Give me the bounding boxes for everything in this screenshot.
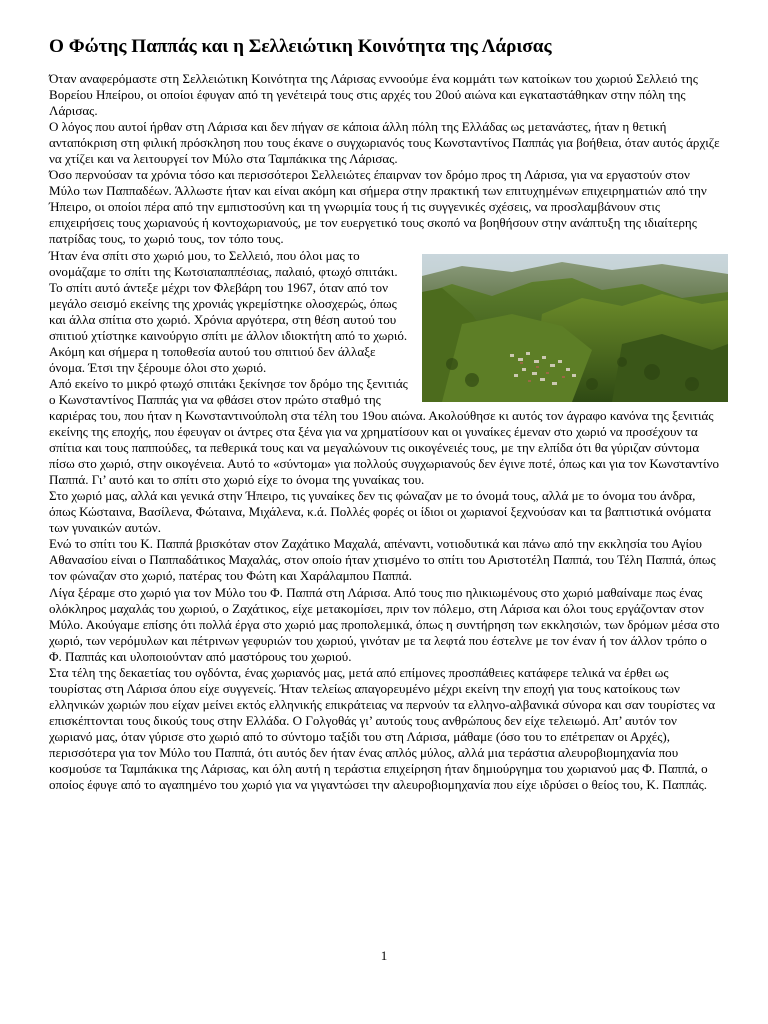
page-number: 1	[380, 948, 388, 963]
village-landscape-photo	[422, 254, 728, 402]
paragraph: Από εκείνο το μικρό φτωχό σπιτάκι ξεκίνησε τον δρόμο της ξενιτιάς ο Κωνσταντίνος Παππάς για να φθάσει στον πρώτο σταθμό της καριέρας του, που ήταν η Κωνσταντινούπολη στα τέλη του 19ου αιώνα. Ακολούθησε κι αυτός τον άγραφο κανόνα της ξενιτιάς εκείνης της εποχής, που έφευγαν οι άντρες στα ξένα για να χρηματίσουν και οι γυναίκες έμεναν στο χωριό να προσέχουν τα σπίτια και τους παππούδες, τα πεθερικά τους και να μεγαλώνουν τις οικογένειές τους, με την ελπίδα ότι θα γύριζαν σύντομα πίσω στο χωριό, στην οικογένεια. Αυτό το «σύντομα» για πολλούς συγχωριανούς δεν έγινε ποτέ, όπως και για τον Κωνσταντίνο Παππά. Γι’ αυτό και το σπίτι στο χωριό είχε το όνομα της γυναίκας του.	[49, 375, 720, 488]
paragraph: Στο χωριό μας, αλλά και γενικά στην Ήπειρο, τις γυναίκες δεν τις φώναζαν με το όνομά τους, αλλά με το όνομα του άνδρα, όπως Κώσταινα, Βασίλενα, Φώταινα, Μιχάλενα, κ.ά. Πολλές φορές οι ίδιοι οι χωριανοί ξεχνούσαν και τα βαπτιστικά ονόματα των γυναικών αυτών.	[49, 488, 711, 536]
document-body	[49, 71, 721, 793]
paragraph: Στα τέλη της δεκαετίας του ογδόντα, ένας χωριανός μας, μετά από επίμονες προσπάθειες κατάφερε τελικά να έρθει ως τουρίστας στη Λάρισα όπου είχε συγγενείς. Ήταν τελείως απαγορευμένο μέχρι εκείνη την εποχή για τους κατοίκους των ελληνικών χωριών που είχαν μείνει εκτός ελληνικής επικράτειας να περνούν τα ελληνο-αλβανικά σύνορα και σαν τουρίστες να επισκέπτονται τους δικούς τους στην Ελλάδα. Ο Γολγοθάς γι’ αυτούς τους ανθρώπους δεν είχε τελειωμό. Απ’ αυτόν τον χωριανό μας, όταν γύρισε στο χωριό από το σύντομο ταξίδι του στη Λάρισα, μάθαμε (όσο του το επέτρεπαν οι Αρχές), περισσότερα για τον Μύλο του Παππά, ότι αυτός δεν ήταν ένας απλός μύλος, αλλά μια τεράστια αλευροβιομηχανία που κοσμούσε τα Ταμπάκικα της Λάρισας, και όλη αυτή η τεράστια επιχείρηση ήταν δημιούργημα του χωριανού μας Φ. Παππά, ο οποίος έφυγε από το αγαπημένο του χωριό για να γιγαντώσει την αλευροβιομηχανία που είχε ιδρύσει ο θείος του, Κ. Παππάς.	[49, 664, 716, 793]
paragraph: Ενώ το σπίτι του Κ. Παππά βρισκόταν στον Ζαχάτικο Μαχαλά, απέναντι, νοτιοδυτικά και πάνω από την εκκλησία του Αγίου Αθανασίου είναι ο Παππαδάτικος Μαχαλάς, στον οποίο ήταν χτισμένο το σπίτι του Αριστοτέλη Παππά, του Τέλη Παππά, όπως τον φώναζαν στο χωριό, πατέρας του Φώτη και Χαράλαμπου Παππά.	[49, 536, 716, 584]
paragraph: Ο λόγος που αυτοί ήρθαν στη Λάρισα και δεν πήγαν σε κάποια άλλη πόλη της Ελλάδας ως μετανάστες, ήταν η θετική ανταπόκριση στη φιλική πρόσκληση που τους έκανε ο συγχωριανός τους Κωνσταντίνος Παππάς για βοήθεια, όταν αυτός άρχιζε να χτίζει και να λειτουργεί τον Μύλο στα Ταμπάκικα της Λάρισας.	[49, 119, 720, 167]
paragraph: Λίγα ξέραμε στο χωριό για τον Μύλο του Φ. Παππά στη Λάρισα. Από τους πιο ηλικιωμένους στο χωριό μαθαίναμε πως ένας ολόκληρος μαχαλάς του χωριού, ο Ζαχάτικος, είχε μετακομίσει, πριν τον πόλεμο, στη Λάρισα και όλοι τους εργάζονταν στον Μύλο. Ακούγαμε επίσης ότι πολλά έργα στο χωριό μας προπολεμικά, όπως η συντήρηση των εκκλησιών, των δρόμων μέσα στο χωριό, των νερόμυλων και πέτρινων γεφυριών του χωριού, γινόταν με τα λεφτά που έστελνε με τον έναν ή τον άλλον τρόπο ο Φ. Παππάς και υλοποιούνταν από μαστόρους του χωριού.	[49, 584, 720, 664]
paragraph: Όσο περνούσαν τα χρόνια τόσο και περισσότεροι Σελλειώτες έπαιρναν τον δρόμο προς τη Λάρισα, για να εργαστούν στον Μύλο των Παππαδέων. Άλλωστε ήταν και είναι ακόμη και σήμερα στην πρακτική των επιτυχημένων επιχειρηματιών από την Ήπειρο, οι οποίοι πέρα από την εμπιστοσύνη και τη γνωριμία τους ή τις συγγενικές σχέσεις, να προσλαμβάνουν στις επιχειρήσεις τους χωριανούς ή κοντοχωριανούς, με τον ευεργετικό τους σκοπό να βοηθήσουν στην ανάπτυξη της ιδιαίτερης πατρίδας τους, το χωριό τους, τον τόπο τους.	[49, 167, 707, 247]
paragraph: Ήταν ένα σπίτι στο χωριό μου, το Σελλειό, που όλοι μας το ονομάζαμε το σπίτι της Κωτσιαπαππέσιας, παλαιό, φτωχό σπιτάκι. Το σπίτι αυτό άντεξε μέχρι τον Φλεβάρη του 1967, όταν από τον μεγάλο σεισμό εκείνης της χρονιάς γκρεμίστηκε ολοσχερώς, όπως και άλλα σπίτια στο χωριό. Χρόνια αργότερα, στη θέση αυτού του σπιτιού χτίστηκε καινούργιο σπίτι με άλλον ιδιοκτήτη από το χωριό. Ακόμη και σήμερα η τοποθεσία αυτού του σπιτιού δεν άλλαξε όνομα. Έτσι την ξέρουμε όλοι στο χωριό.	[49, 247, 408, 375]
paragraph: Όταν αναφερόμαστε στη Σελλειώτικη Κοινότητα της Λάρισας εννοούμε ένα κομμάτι των κατοίκων του χωριού Σελλειό της Βορείου Ηπείρου, οι οποίοι έφυγαν από τη γενέτειρά τους στις αρχές του 20ού αιώνα και εγκαταστάθηκαν στην πόλη της Λάρισας.	[49, 71, 698, 119]
document-title: Ο Φώτης Παππάς και η Σελλειώτικη Κοινότητα της Λάρισας	[49, 36, 552, 57]
